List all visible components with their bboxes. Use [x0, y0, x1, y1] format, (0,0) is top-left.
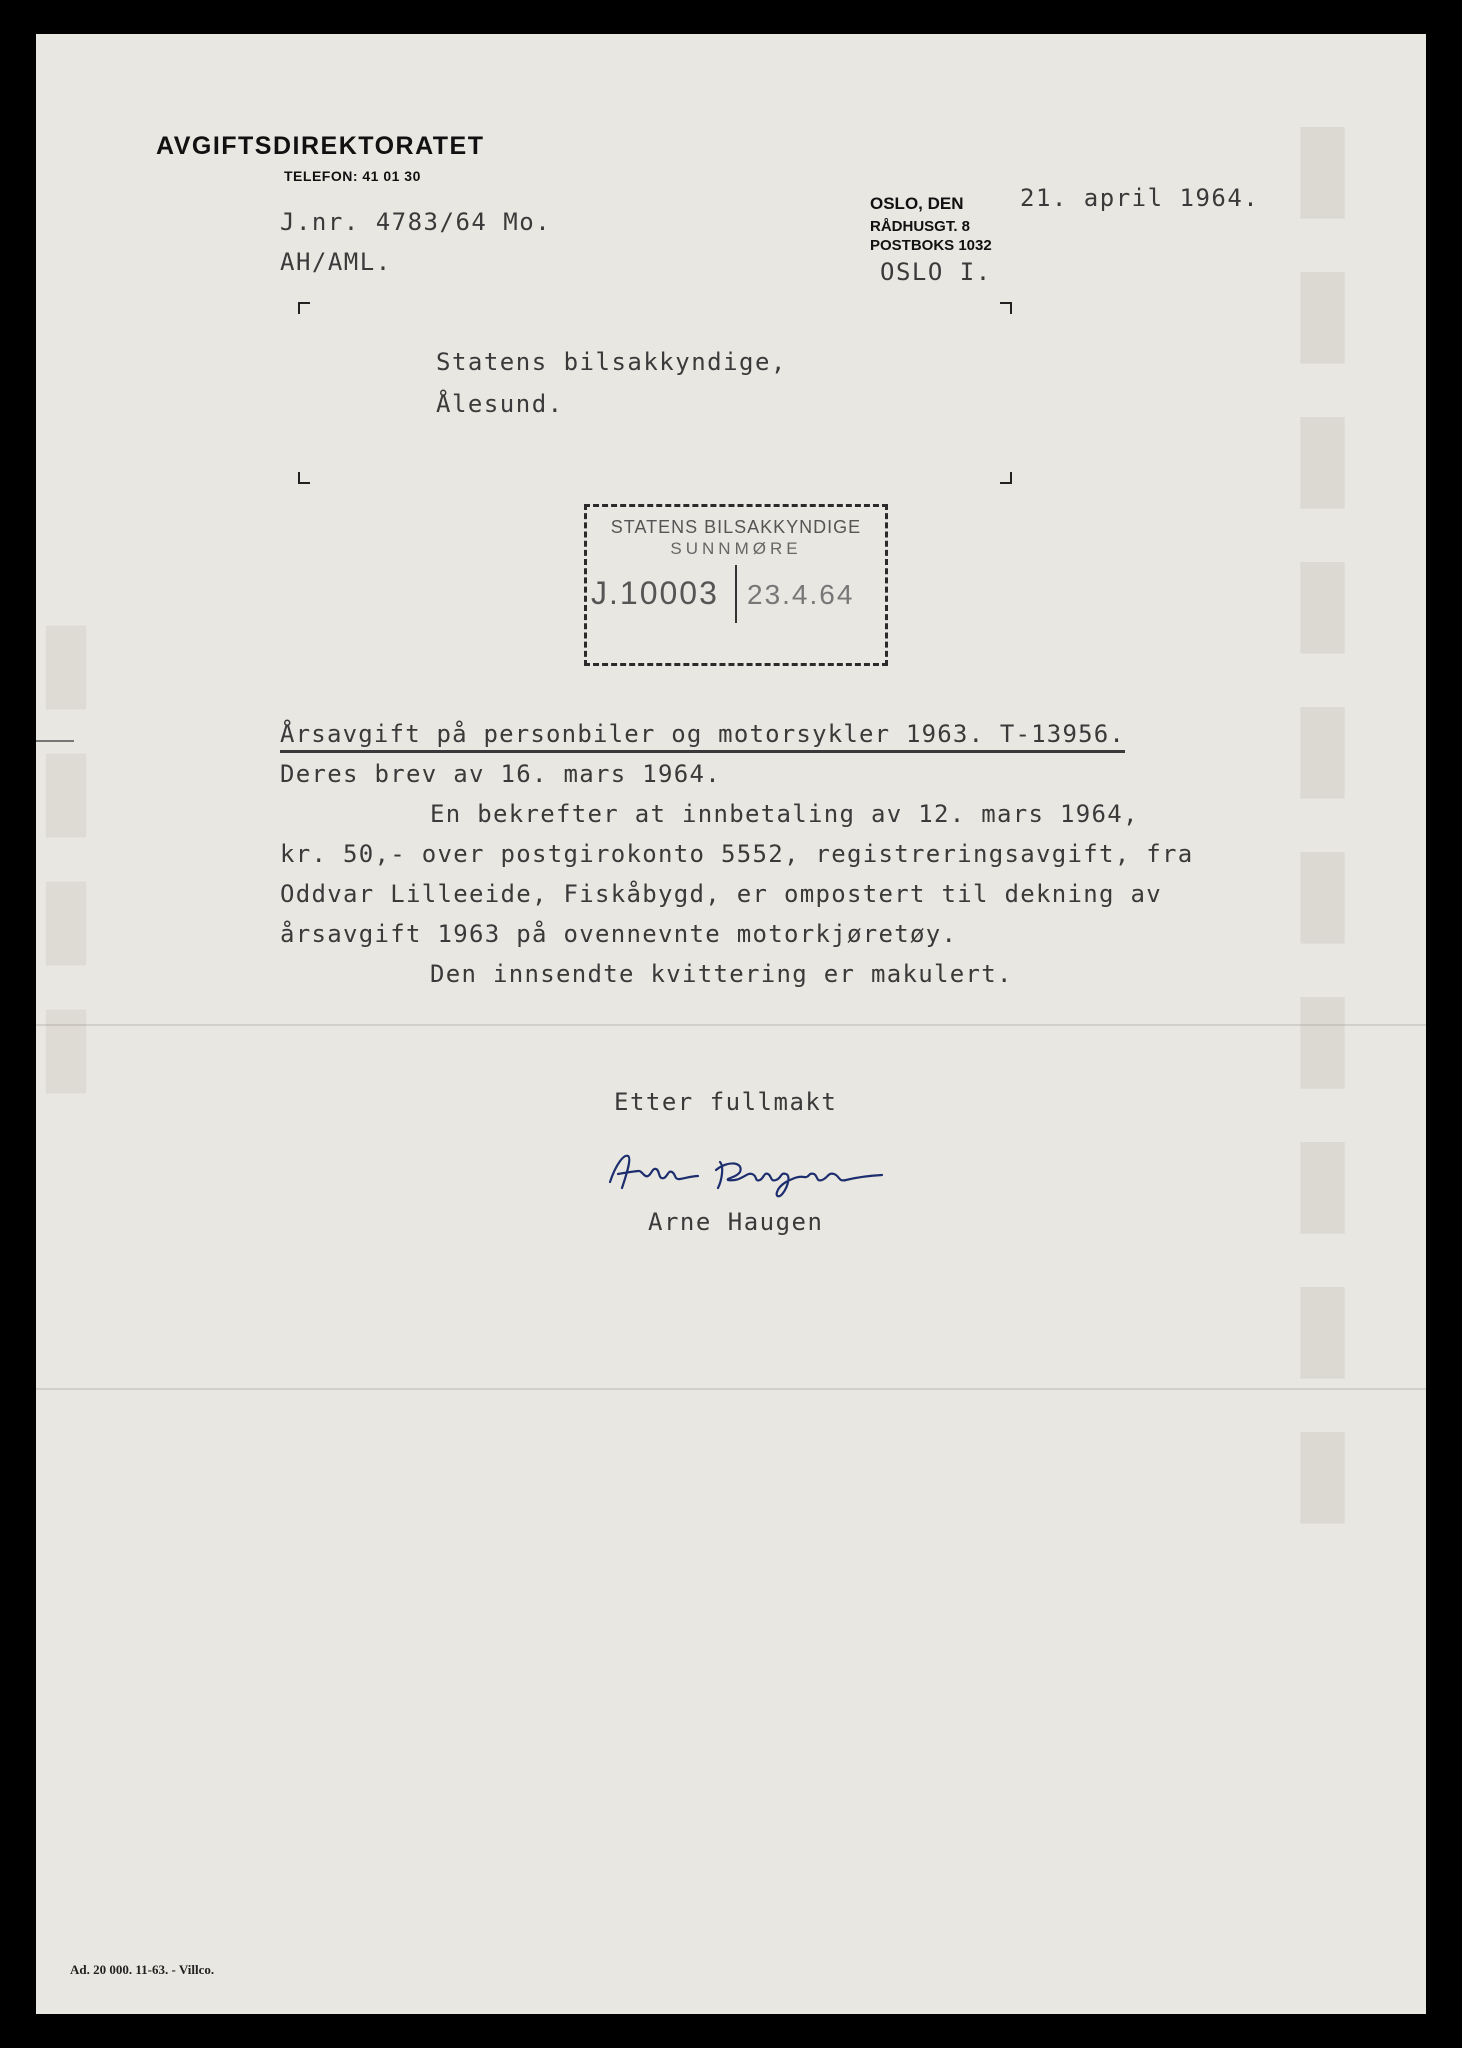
- address-window-corner: [1000, 472, 1012, 484]
- letterhead-phone: TELEFON: 41 01 30: [284, 168, 421, 184]
- fold-line: [36, 1388, 1426, 1390]
- sender-city: OSLO I.: [880, 258, 992, 286]
- body-line: årsavgift 1963 på ovennevnte motorkjøretøy.: [280, 920, 958, 948]
- letter-date: 21. april 1964.: [1020, 184, 1260, 212]
- closing-phrase: Etter fullmakt: [614, 1088, 838, 1116]
- stamp-date: 23.4.64: [747, 579, 855, 610]
- recipient-name: Statens bilsakkyndige,: [436, 348, 787, 376]
- address-window-corner: [298, 302, 310, 314]
- body-line: kr. 50,- over postgirokonto 5552, registreringsavgift, fra: [280, 840, 1194, 868]
- journal-number: J.nr. 4783/64 Mo.: [280, 208, 552, 236]
- fold-line: [36, 1024, 1426, 1026]
- stamp-journal-number: J.10003: [591, 575, 719, 611]
- printer-imprint: Ad. 20 000. 11-63. - Villco.: [70, 1962, 215, 1977]
- subject-line: Årsavgift på personbiler og motorsykler 1963. T-13956.: [280, 720, 1125, 753]
- place-label: OSLO, DEN: [870, 194, 964, 213]
- body-line: En bekrefter at innbetaling av 12. mars 1964,: [430, 800, 1139, 828]
- stamp-agency: STATENS BILSAKKYNDIGE: [610, 517, 862, 537]
- letter-page: [2, 34, 1426, 2014]
- handwritten-signature: [602, 1142, 902, 1204]
- address-window-corner: [1000, 302, 1012, 314]
- body-line: Oddvar Lilleeide, Fiskåbygd, er ompostert til dekning av: [280, 880, 1162, 908]
- signer-name: Arne Haugen: [648, 1208, 824, 1236]
- stamp-divider: [735, 565, 737, 623]
- reverse-side-bleed: ▮▮▮▮▮▮▮▮▮▮: [1253, 94, 1392, 1544]
- address-window-corner: [298, 472, 310, 484]
- stamp-region: SUNNMØRE: [670, 539, 802, 558]
- address-line: RÅDHUSGT. 8: [870, 218, 971, 235]
- address-line: POSTBOKS 1032: [870, 237, 992, 254]
- recipient-city: Ålesund.: [436, 390, 564, 418]
- reverse-side-bleed: ▮▮▮▮: [2, 594, 130, 1106]
- body-line: Den innsendte kvittering er makulert.: [430, 960, 1013, 988]
- body-line: Deres brev av 16. mars 1964.: [280, 760, 721, 788]
- received-stamp: [584, 504, 888, 666]
- letterhead-org-name: AVGIFTSDIREKTORATET: [156, 132, 485, 160]
- reference-initials: AH/AML.: [280, 248, 392, 276]
